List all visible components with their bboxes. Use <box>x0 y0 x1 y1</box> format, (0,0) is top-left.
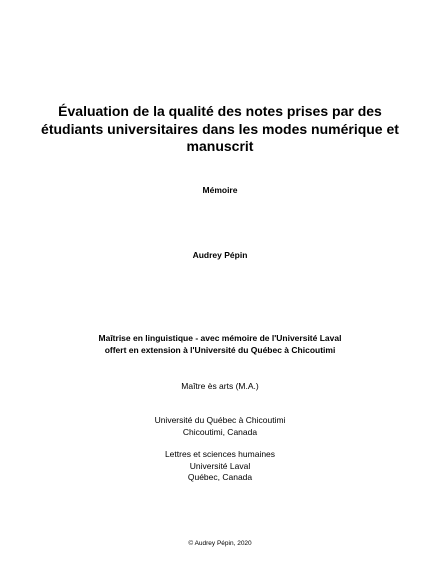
program-description <box>0 332 440 356</box>
institution-uqac <box>0 415 440 438</box>
copyright-notice: © Audrey Pépin, 2020 <box>188 540 252 547</box>
thesis-title-line-2: étudiants universitaires dans les modes numérique et <box>41 120 399 137</box>
institution-uqac-location: Chicoutimi, Canada <box>182 426 258 437</box>
program-line-1: Maîtrise en linguistique - avec mémoire de l'Université Laval <box>98 333 342 343</box>
program-line-2: offert en extension à l'Université du Québec à Chicoutimi <box>104 345 336 355</box>
degree: Maître ès arts (M.A.) <box>181 381 259 391</box>
institution-laval-name: Université Laval <box>189 460 251 471</box>
thesis-title <box>0 103 440 156</box>
institution-laval-location: Québec, Canada <box>187 472 253 482</box>
document-type: Mémoire <box>202 185 238 195</box>
institution-laval-faculty: Lettres et sciences humaines <box>164 449 276 459</box>
author-name: Audrey Pépin <box>192 250 248 260</box>
institution-uqac-name: Université du Québec à Chicoutimi <box>154 415 286 425</box>
institution-laval <box>0 449 440 484</box>
thesis-title-line-1: Évaluation de la qualité des notes prises par des <box>58 103 382 119</box>
thesis-title-line-3: manuscrit <box>186 138 254 154</box>
